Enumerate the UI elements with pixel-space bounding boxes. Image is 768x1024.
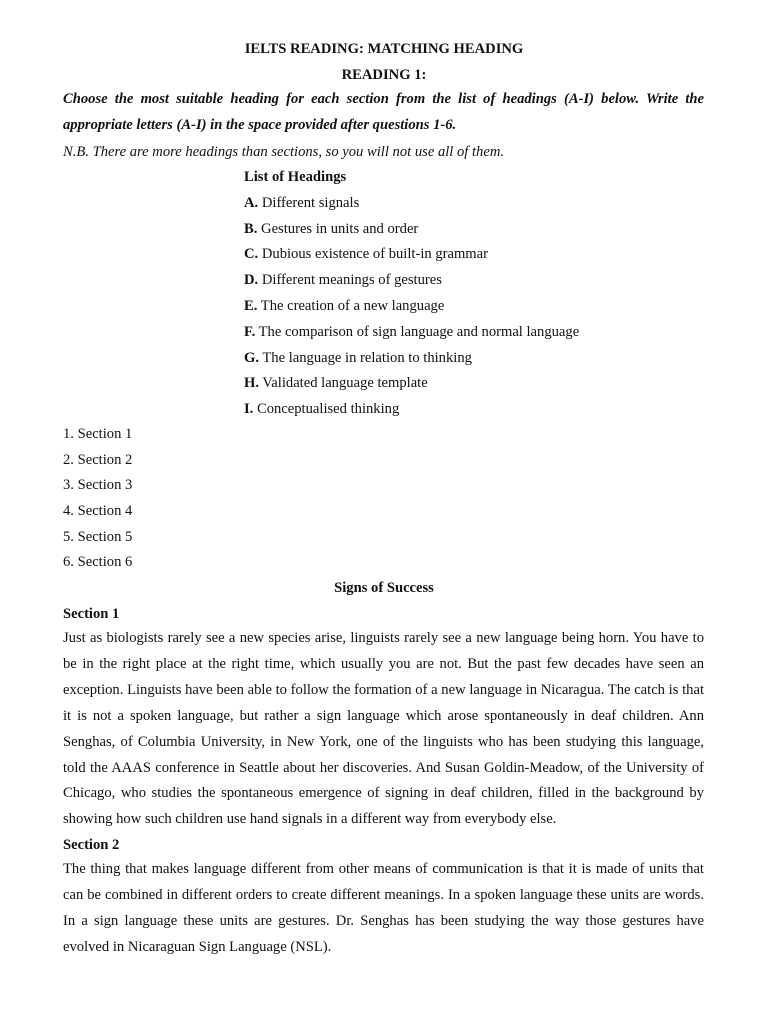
heading-text: The comparison of sign language and normal language <box>255 323 580 340</box>
headings-list-title: List of Headings <box>244 169 347 185</box>
question-item: 6. Section 6 <box>63 554 133 571</box>
heading-letter: G. <box>244 349 259 366</box>
heading-item <box>244 219 579 245</box>
heading-letter: F. <box>244 323 256 340</box>
section-1-heading: Section 1 <box>63 606 120 622</box>
heading-letter: I. <box>244 401 254 418</box>
heading-letter: B. <box>244 220 258 237</box>
section-2-heading: Section 2 <box>63 837 120 853</box>
question-item: 2. Section 2 <box>63 451 133 468</box>
heading-text: The creation of a new language <box>257 297 445 314</box>
heading-letter: C. <box>244 246 259 263</box>
heading-text: Different meanings of gestures <box>258 272 442 289</box>
heading-text: Different signals <box>258 194 360 211</box>
heading-text: Dubious existence of built-in grammar <box>258 246 488 263</box>
doc-subtitle: READING 1: <box>341 67 427 83</box>
heading-text: Validated language template <box>259 375 428 392</box>
question-list <box>63 424 132 578</box>
instructions: Choose the most suitable heading for each section from the list of headings (A-I) below. Write the appropriate letters (A-I) in the space provided after questions 1-6. <box>63 91 704 133</box>
heading-item <box>244 296 579 322</box>
heading-item <box>244 244 579 270</box>
heading-item <box>244 193 579 219</box>
note: N.B. There are more headings than sections, so you will not use all of them. <box>63 144 505 160</box>
heading-item <box>244 322 579 348</box>
heading-item <box>244 373 579 399</box>
question-item: 4. Section 4 <box>63 503 133 520</box>
section-2-paragraph: The thing that makes language different from other means of communication is that it is made of units that can be combined in different orders to create different meanings. In a spoken language these units are words. In a sign language these units are gestures. Dr. Senghas has been studying the way those gestures have evolved in Nicaraguan Sign Language (NSL). <box>63 861 704 955</box>
doc-title: IELTS READING: MATCHING HEADING <box>244 41 524 57</box>
question-item: 3. Section 3 <box>63 477 133 494</box>
headings-list <box>244 167 579 425</box>
heading-letter: H. <box>244 375 259 392</box>
heading-letter: E. <box>244 297 258 314</box>
heading-letter: A. <box>244 194 259 211</box>
heading-item <box>244 399 579 425</box>
heading-text: Gestures in units and order <box>257 220 419 237</box>
heading-letter: D. <box>244 272 259 289</box>
heading-item <box>244 270 579 296</box>
passage-title: Signs of Success <box>334 580 434 596</box>
heading-text: The language in relation to thinking <box>259 349 472 366</box>
heading-item <box>244 348 579 374</box>
question-item: 1. Section 1 <box>63 426 133 442</box>
heading-text: Conceptualised thinking <box>253 401 400 418</box>
question-item: 5. Section 5 <box>63 528 133 545</box>
section-1-paragraph: Just as biologists rarely see a new species arise, linguists rarely see a new language being horn. You have to be in the right place at the right time, which usually you are not. But the past few decades have seen an exception. Linguists have been able to follow the formation of a new language in Nicaragua. The catch is that it is not a spoken language, but rather a sign language which arose spontaneously in deaf children. Ann Senghas, of Columbia University, in New York, one of the linguists who has been studying this language, told the AAAS conference in Seattle about her discoveries. And Susan Goldin-Meadow, of the University of Chicago, who studies the spontaneous emergence of signing in deaf children, filled in the background by showing how such children use hand signals in a different way from everybody else. <box>63 630 704 828</box>
